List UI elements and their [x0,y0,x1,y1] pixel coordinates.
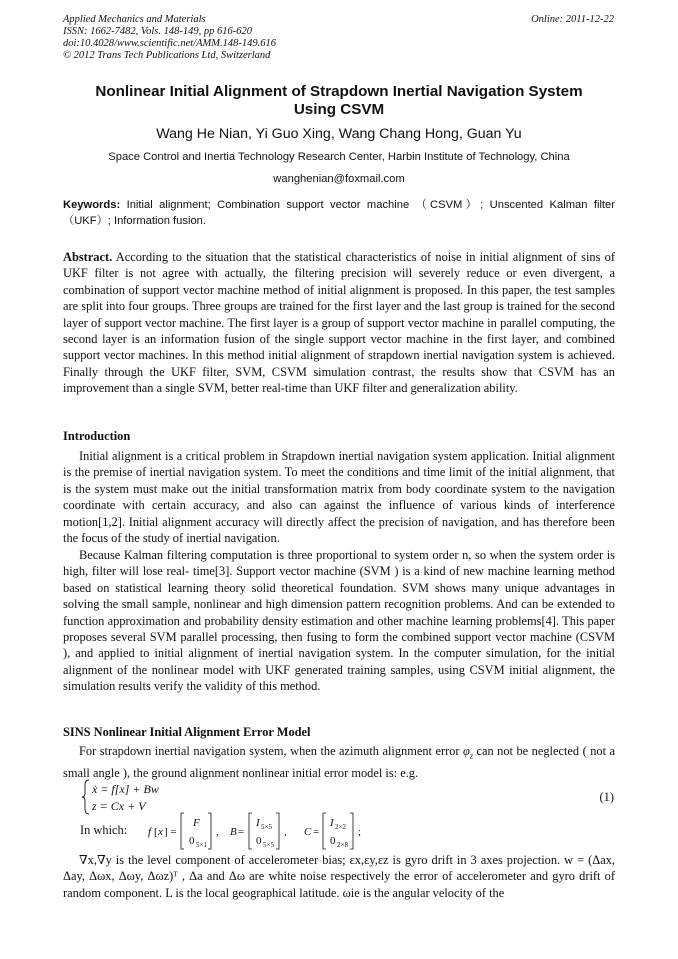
equation-line-2: z = Cx + V [92,799,146,813]
section-heading-sins: SINS Nonlinear Initial Alignment Error Model [63,725,311,739]
matrix-f-entry-zero: 0 [189,835,195,847]
matrix-c-bracket-left [323,813,326,849]
title-line-1: Nonlinear Initial Alignment of Strapdown Inertial Navigation System [95,83,583,100]
abstract-text: According to the situation that the statistical characteristics of noise in initial alignment of sins of UKF filter is not agree with actually, the filtering precision will severely reduce or even divergent, a combination of support vector machine method of initial alignment is proposed. In this paper, the test samples are split into four groups. Three groups are trained for the first layer and the last group is trained for the second layer of support vector machine. The first layer is a group of support vector machine in parallel computing, the second layer is an information fusion of the single support vector machine in the first layer, and combined support vector machines. In this method initial alignment of strapdown inertial navigation system is achieved. Finally through the UKF filter, SVM, CSVM simulation contrast, the results show that CSVM has an improvement than a single SVM, better real-time than UKF filter and generalization ability. [63,250,615,396]
matrix-c-entry-zero: 0 [330,835,336,847]
matrix-f-bracket-left [181,813,184,849]
matrix-c-eq: = [313,826,320,838]
keywords [63,197,615,229]
matrix-b-entry-zero: 0 [256,835,262,847]
section-heading-introduction: Introduction [63,429,131,443]
equation-brace [82,780,89,814]
matrix-f-close: ] = [164,826,177,838]
matrix-f-bracket-right [208,813,211,849]
matrix-c-bracket-right [350,813,353,849]
matrix-b-bracket-left [249,813,252,849]
matrix-f-x: x [158,826,163,838]
phi-subscript: z [469,751,474,761]
sins-p1-part-a: For strapdown inertial navigation system, when the azimuth alignment error [79,744,464,758]
author-email: wanghenian@foxmail.com [273,173,405,185]
matrix-f-entry-F: F [193,817,200,829]
intro-paragraph-1: Initial alignment is a critical problem in Strapdown inertial navigation system application. Initial alignment is the premise of inertial navigation system. To meet the conditions and time limit of the initial alignment, that is the system must make out the initial transformation matrix from body coordinate system to the navigation coordinate with certain accuracy, and also can against the influence of various kinds of interference motion[1,2]. Initial alignment accuracy will directly affect the precision of navigation, and has therefore been the focus of the study of inertial navigation. [63,449,615,546]
sins-paragraph-2: ∇x,∇y is the level component of accelerometer bias; εx,εy,εz is gyro drift in 3 axes projection. w = (Δax, Δay, Δωx, Δωy, Δωz)ᵀ , Δa and Δω are white noise respectively the error of accelerometer and gyro drift of random component. L is the local geographical latitude. ωie is the angular velocity of the [63,853,615,900]
matrix-c [304,813,361,849]
title-line-2: Using CSVM [293,101,385,118]
intro-paragraph-2: Because Kalman filtering computation is three proportional to system order n, so when the system order is high, filter will lose real- time[3]. Support vector machine (SVM ) is a kind of new machine learning method based on statistical learning theory solid theoretical foundation. SVM shows many unique advantages in solving the small sample, nonlinear and high dimension pattern recognition problems. And can be extended to function approximation and probability density estimation and other machine learning problems[4]. This paper proposes several SVM parallel processing, then fusing to form the combined support vector machine (CSVM ), and applied to initial alignment of inertial navigation system. In the computer simulation, for the initial alignment of the nonlinear model with UKF generated training samples, using CSVM initial alignment, the simulation results verify the validity of this method. [63,548,615,694]
matrix-b-entry-I: I [256,817,260,829]
matrix-f-arg: [ [154,826,158,838]
matrix-b-entry-I-sub: 5×5 [261,823,272,831]
matrix-c-entry-I-sub: 2×2 [335,823,346,831]
equation-matrices [146,808,386,852]
matrix-f [148,813,219,849]
keywords-text: Initial alignment; Combination support vector machine （CSVM）; Unscented Kalman filter（UKF）; Information fusion. [63,199,615,227]
matrix-f-entry-zero-sub: 5×1 [196,841,207,849]
matrix-f-label: f [148,826,152,838]
matrix-sep-2: , [284,826,287,838]
matrix-b-eq: = [238,826,245,838]
sins-paragraph-1 [63,743,615,781]
doi-line: doi:10.4028/www.scientific.net/AMM.148-149.616 [63,38,276,49]
journal-header [63,14,276,62]
matrix-c-entry-I: I [330,817,334,829]
in-which-label: In which: [80,823,128,837]
matrix-b [230,813,287,849]
copyright-line: © 2012 Trans Tech Publications Ltd, Switzerland [63,50,271,61]
keywords-label: Keywords: [63,199,121,211]
phi-symbol: φ [463,744,470,758]
matrix-c-entry-zero-sub: 2×8 [337,841,348,849]
journal-name: Applied Mechanics and Materials [63,14,206,25]
sins-p1-part-b: can not be neglected ( not a small angle ), the ground alignment nonlinear initial error model is: e.g. [63,744,616,780]
matrix-b-entry-zero-sub: 5×5 [263,841,274,849]
matrix-b-bracket-right [276,813,279,849]
matrix-c-label: C [304,826,312,838]
paper-title [60,83,618,119]
equation-line-1: ẋ = f[x] + Bw [92,782,159,796]
authors: Wang He Nian, Yi Guo Xing, Wang Chang Hong, Guan Yu [156,126,522,142]
matrix-sep-3: ; [358,826,362,838]
abstract [63,249,615,397]
matrix-b-label: B [230,826,237,838]
equation-number: (1) [599,790,614,804]
matrix-sep-1: , [216,826,219,838]
abstract-label: Abstract. [63,250,113,264]
issn-line: ISSN: 1662-7482, Vols. 148-149, pp 616-620 [63,26,252,37]
affiliation: Space Control and Inertia Technology Research Center, Harbin Institute of Technology, China [108,151,570,163]
online-date: Online: 2011-12-22 [531,14,614,25]
